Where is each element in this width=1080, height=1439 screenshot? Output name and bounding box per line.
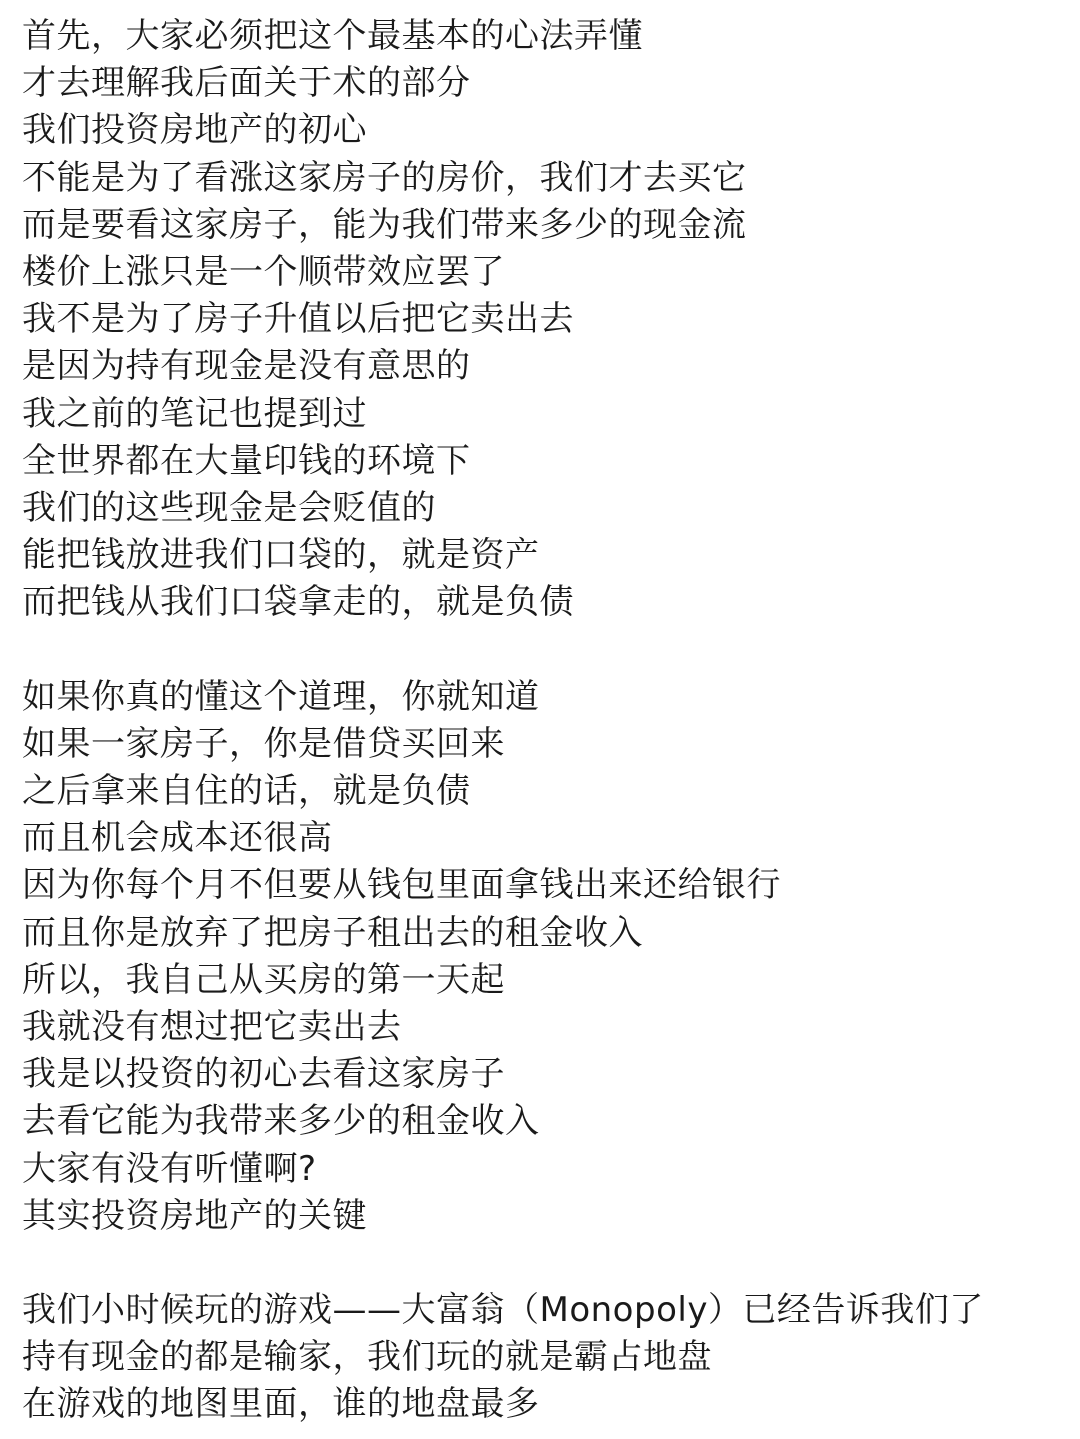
text-line: 大家有没有听懂啊? bbox=[22, 1148, 317, 1189]
text-line: 不能是为了看涨这家房子的房价，我们才去买它 bbox=[22, 157, 747, 198]
paragraph-1 bbox=[22, 13, 1062, 626]
text-line: 我们投资房地产的初心 bbox=[22, 110, 367, 151]
text-line: 而且机会成本还很高 bbox=[22, 818, 333, 859]
text-line: 我们小时候玩的游戏——大富翁（Monopoly）已经告诉我们了 bbox=[22, 1290, 984, 1331]
text-line: 楼价上涨只是一个顺带效应罢了 bbox=[22, 251, 505, 292]
note-body bbox=[22, 13, 1062, 1429]
text-line: 因为你每个月不但要从钱包里面拿钱出来还给银行 bbox=[22, 865, 781, 906]
paragraph-break bbox=[22, 626, 1062, 673]
text-line: 持有现金的都是输家，我们玩的就是霸占地盘 bbox=[22, 1337, 712, 1378]
text-line: 才去理解我后面关于术的部分 bbox=[22, 63, 471, 104]
text-line: 能把钱放进我们口袋的，就是资产 bbox=[22, 535, 540, 576]
text-line: 所以，我自己从买房的第一天起 bbox=[22, 959, 505, 1000]
text-line: 而且你是放弃了把房子租出去的租金收入 bbox=[22, 912, 643, 953]
text-line: 我不是为了房子升值以后把它卖出去 bbox=[22, 299, 574, 340]
text-line: 我们的这些现金是会贬值的 bbox=[22, 487, 436, 528]
paragraph-2 bbox=[22, 674, 1062, 1240]
text-line: 如果一家房子，你是借贷买回来 bbox=[22, 723, 505, 764]
paragraph-3 bbox=[22, 1287, 1062, 1429]
text-line: 我是以投资的初心去看这家房子 bbox=[22, 1054, 505, 1095]
text-line: 全世界都在大量印钱的环境下 bbox=[22, 440, 471, 481]
text-line: 首先，大家必须把这个最基本的心法弄懂 bbox=[22, 16, 643, 56]
text-line: 在游戏的地图里面，谁的地盘最多 bbox=[22, 1384, 540, 1425]
text-line: 如果你真的懂这个道理，你就知道 bbox=[22, 676, 540, 717]
paragraph-break bbox=[22, 1240, 1062, 1287]
text-line: 之后拿来自住的话，就是负债 bbox=[22, 771, 471, 811]
text-line: 我就没有想过把它卖出去 bbox=[22, 1006, 402, 1047]
text-line: 而把钱从我们口袋拿走的，就是负债 bbox=[22, 582, 574, 623]
text-line: 是因为持有现金是没有意思的 bbox=[22, 346, 471, 387]
text-line: 我之前的笔记也提到过 bbox=[22, 393, 367, 434]
text-line: 而是要看这家房子，能为我们带来多少的现金流 bbox=[22, 204, 747, 245]
text-line: 去看它能为我带来多少的租金收入 bbox=[22, 1101, 540, 1142]
text-line: 其实投资房地产的关键 bbox=[22, 1195, 367, 1236]
